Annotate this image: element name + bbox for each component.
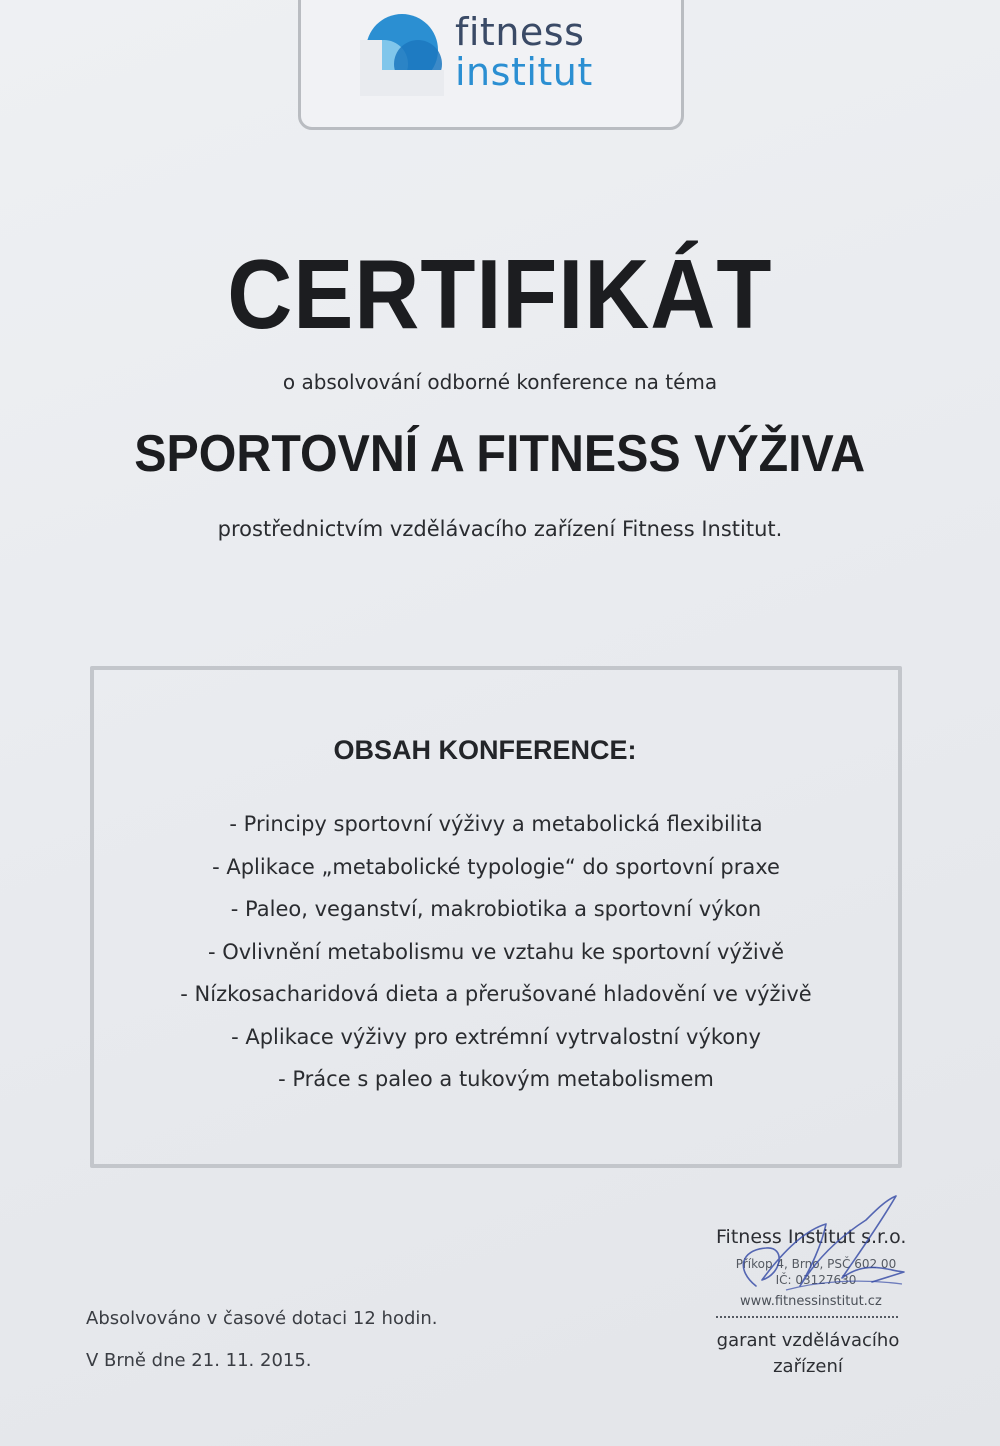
institution-line: prostřednictvím vzdělávacího zařízení Fitness Institut. [217, 517, 783, 541]
list-item: - Principy sportovní výživy a metabolická flexibilita [229, 812, 763, 836]
issue-date: V Brně dne 21. 11. 2015. [86, 1350, 312, 1371]
signature-line [716, 1316, 898, 1318]
certificate-subtitle: o absolvování odborné konference na téma [282, 370, 718, 394]
logo-text-line2: institut [455, 50, 593, 94]
list-item: - Paleo, veganství, makrobiotika a sportovní výkon [230, 897, 762, 921]
guarantor-line1: garant vzdělávacího [716, 1330, 900, 1351]
hours-note: Absolvováno v časové dotaci 12 hodin. [86, 1308, 438, 1329]
list-item: - Ovlivnění metabolismu ve vztahu ke sportovní výživě [207, 939, 785, 964]
stamp-ico: IČ: 03127630 [775, 1273, 857, 1287]
list-item: - Nízkosacharidová dieta a přerušované hladovění ve výživě [180, 982, 812, 1006]
stamp-web: www.fitnessinstitut.cz [740, 1294, 882, 1309]
topics-list [90, 805, 902, 1103]
logo-wordmark [455, 12, 593, 92]
conference-topic: SPORTOVNÍ A FITNESS VÝŽIVA [134, 425, 866, 483]
signature-icon [726, 1190, 916, 1310]
certificate-title: CERTIFIKÁT [227, 239, 773, 349]
guarantor-label [706, 1328, 910, 1380]
stamp-address: Příkop 4, Brno, PSČ 602 00 [735, 1257, 897, 1271]
list-item: - Aplikace výživy pro extrémní vytrvalostní výkony [231, 1024, 761, 1049]
fitness-institut-logo-icon [360, 12, 444, 96]
list-item: - Práce s paleo a tukovým metabolismem [278, 1067, 714, 1091]
stamp-company: Fitness Institut s.r.o. [716, 1226, 907, 1248]
guarantor-line2: zařízení [773, 1356, 843, 1377]
list-item: - Aplikace „metabolické typologie“ do sportovní praxe [212, 854, 780, 879]
content-heading: OBSAH KONFERENCE: [333, 735, 637, 765]
logo-text-line1: fitness [455, 10, 585, 54]
